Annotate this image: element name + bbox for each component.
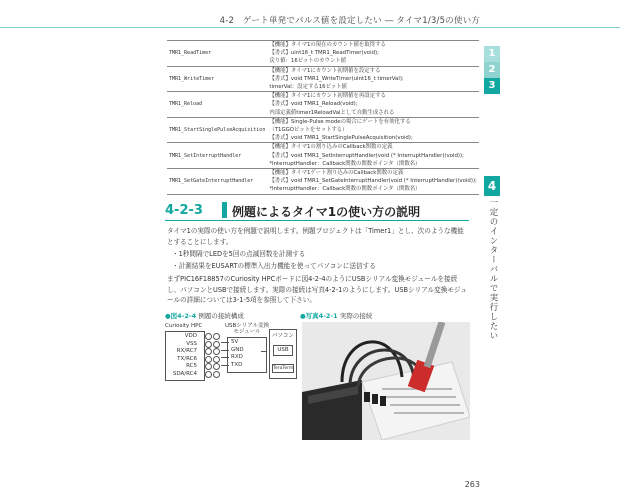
api-description-line: 戻り値：16ビットのカウント値 [269, 58, 347, 65]
api-table [167, 40, 479, 195]
api-description-line: 【書式】void TMR1_Reload(void); [269, 101, 358, 108]
api-description-line: 【機能】タイマ1ゲート割り込みのCallback関数の定義 [269, 170, 404, 177]
api-description-line: （T1GGOビットをセットする） [269, 127, 348, 134]
bullet-item-1: ・1秒間隔でLEDを5回の点滅回数を計測する [172, 250, 306, 258]
api-description [267, 92, 479, 118]
board-pin [213, 356, 220, 363]
api-description-line: 【機能】タイマ1の割り込みのCallback関数の定義 [269, 144, 393, 151]
bullet-item-2: ・計測結果をEUSARTの標準入出力機能を使ってパソコンに送信する [172, 262, 376, 270]
module-wire [221, 342, 229, 343]
board-pin [213, 371, 220, 378]
api-function-name: TMR1_Reload [167, 92, 267, 118]
running-header: 4-2 ゲート単発でパルス値を設定したい ― タイマ1/3/5の使い方 [219, 16, 480, 26]
figure-caption [165, 311, 244, 320]
api-function-name: TMR1_StartSinglePulseAcquisition [167, 117, 267, 143]
board-label: Curiosity HPC [165, 323, 203, 329]
api-description [267, 66, 479, 92]
section-title: 例題によるタイマ1の使い方の説明 [232, 205, 421, 219]
module-pin-label: RXD [231, 354, 243, 360]
chapter-tab-3[interactable]: 3 [484, 78, 500, 94]
api-row [167, 66, 479, 92]
module-pin-label: 5V [231, 339, 239, 345]
board-pin-label: TX/RC6 [177, 355, 197, 362]
board-pin [205, 356, 212, 363]
api-description [267, 143, 479, 169]
figure-label: ●図4-2-4 [165, 312, 197, 320]
board-pin-label: VSS [186, 340, 197, 347]
api-function-name: TMR1_SetInterruptHandler [167, 143, 267, 169]
module-wire [221, 350, 229, 351]
board-pin-label: SDA/RC4 [172, 371, 197, 377]
api-description-line: 【機能】タイマ1にカウント初期値を設定する [269, 67, 381, 74]
api-row [167, 41, 479, 67]
usb-arrow [261, 351, 267, 352]
api-row [167, 143, 479, 169]
pc-box [269, 329, 297, 379]
pc-label: パソコン [272, 333, 294, 339]
page-number: 263 [464, 480, 480, 489]
api-description-line: 【機能】タイマ1にカウント初期値を再設定する [269, 93, 386, 100]
chapter-tab-4[interactable]: 4 [484, 176, 500, 196]
api-description-line: 内部定義値timer1ReloadValとして自動生成される [269, 109, 395, 116]
api-description-line: timerVal：設定する16ビット値 [269, 84, 347, 91]
body-paragraph-2: まずPIC16F18857のCuriosity HPCボードに図4-2-4のようにUSBシリアル変換モジュールを接続し、パソコンとUSBで接続します。実際の接続は写真4-2-1のようにします。USBシリアル変換モジュールの詳細については3-1-5項を参照して下さい。 [167, 275, 467, 304]
header-rule [0, 27, 620, 28]
api-row [167, 92, 479, 118]
api-description-line: 【書式】void TMR1_StartSinglePulseAcquisition(void); [269, 135, 413, 142]
board-pin [213, 363, 220, 370]
section-marker [222, 202, 227, 218]
usb-module-label: USBシリアル変換 モジュール [225, 323, 270, 335]
api-description-line: 【書式】void TMR1_SetInterruptHandler(void (* InterruptHandler)(void)); [269, 152, 464, 159]
module-pin-label: GND [231, 346, 244, 353]
api-description-line: *InterruptHandler：Callback関数の関数ポインタ（関数名） [269, 186, 421, 193]
connection-photo [302, 322, 470, 440]
api-description-line: 【書式】void TMR1_WriteTimer(uint16_t timerVal); [269, 75, 404, 82]
api-description-line: 【機能】Single-Pulse modeの場合にゲートを有効化する [269, 118, 411, 125]
board-pin [205, 371, 212, 378]
board-pin [213, 348, 220, 355]
api-function-name: TMR1_ReadTimer [167, 41, 267, 67]
board-pin [205, 333, 212, 340]
chapter-title-vertical: 一定のインターバルで実行したい [488, 198, 498, 341]
photo-caption-text: 実際の接続 [339, 312, 373, 320]
board-pin [205, 363, 212, 370]
module-pin-label: TXD [231, 361, 243, 368]
photo-label: ●写真4-2-1 [300, 312, 338, 320]
board-pin [213, 341, 220, 348]
board-pin-label: RX/RC7 [176, 348, 197, 355]
api-function-name: TMR1_SetGateInterruptHandler [167, 169, 267, 195]
figure-caption-text: 例題の接続構成 [198, 312, 244, 320]
module-wire [221, 365, 229, 366]
section-rule [165, 220, 469, 221]
teraterm-label: TeraTerm [273, 366, 294, 371]
api-description [267, 41, 479, 67]
board-pin [213, 333, 220, 340]
api-row [167, 169, 479, 195]
chapter-tab-1[interactable]: 1 [484, 46, 500, 62]
module-wire [221, 357, 229, 358]
section-number: 4-2-3 [165, 203, 203, 218]
pc-usb-label: USB [273, 345, 293, 356]
photo-caption [300, 311, 372, 320]
body-paragraph-1: タイマ1の実際の使い方を例題で説明します。例題プロジェクトは「Timer1」とし、次のような機能とすることにします。 [167, 227, 464, 246]
board-pin-label: VDD [184, 333, 197, 339]
api-row [167, 117, 479, 143]
chapter-tab-2[interactable]: 2 [484, 62, 500, 78]
api-description-line: 【書式】void TMR1_SetGateInterruptHandler(void (* InterruptHandler)(void)); [269, 178, 477, 185]
api-description-line: 【書式】uint16_t TMR1_ReadTimer(void); [269, 50, 379, 57]
board-pin-label: RC5 [186, 363, 197, 370]
api-description-line: 【機能】タイマ1の現在のカウント値を取得する [269, 42, 386, 48]
photo-illustration [302, 322, 470, 440]
board-pin [205, 348, 212, 355]
api-description [267, 117, 479, 143]
api-description [267, 169, 479, 195]
api-function-name: TMR1_WriteTimer [167, 66, 267, 92]
board-pin [205, 341, 212, 348]
api-description-line: *InterruptHandler：Callback関数の関数ポインタ（関数名） [269, 160, 421, 167]
